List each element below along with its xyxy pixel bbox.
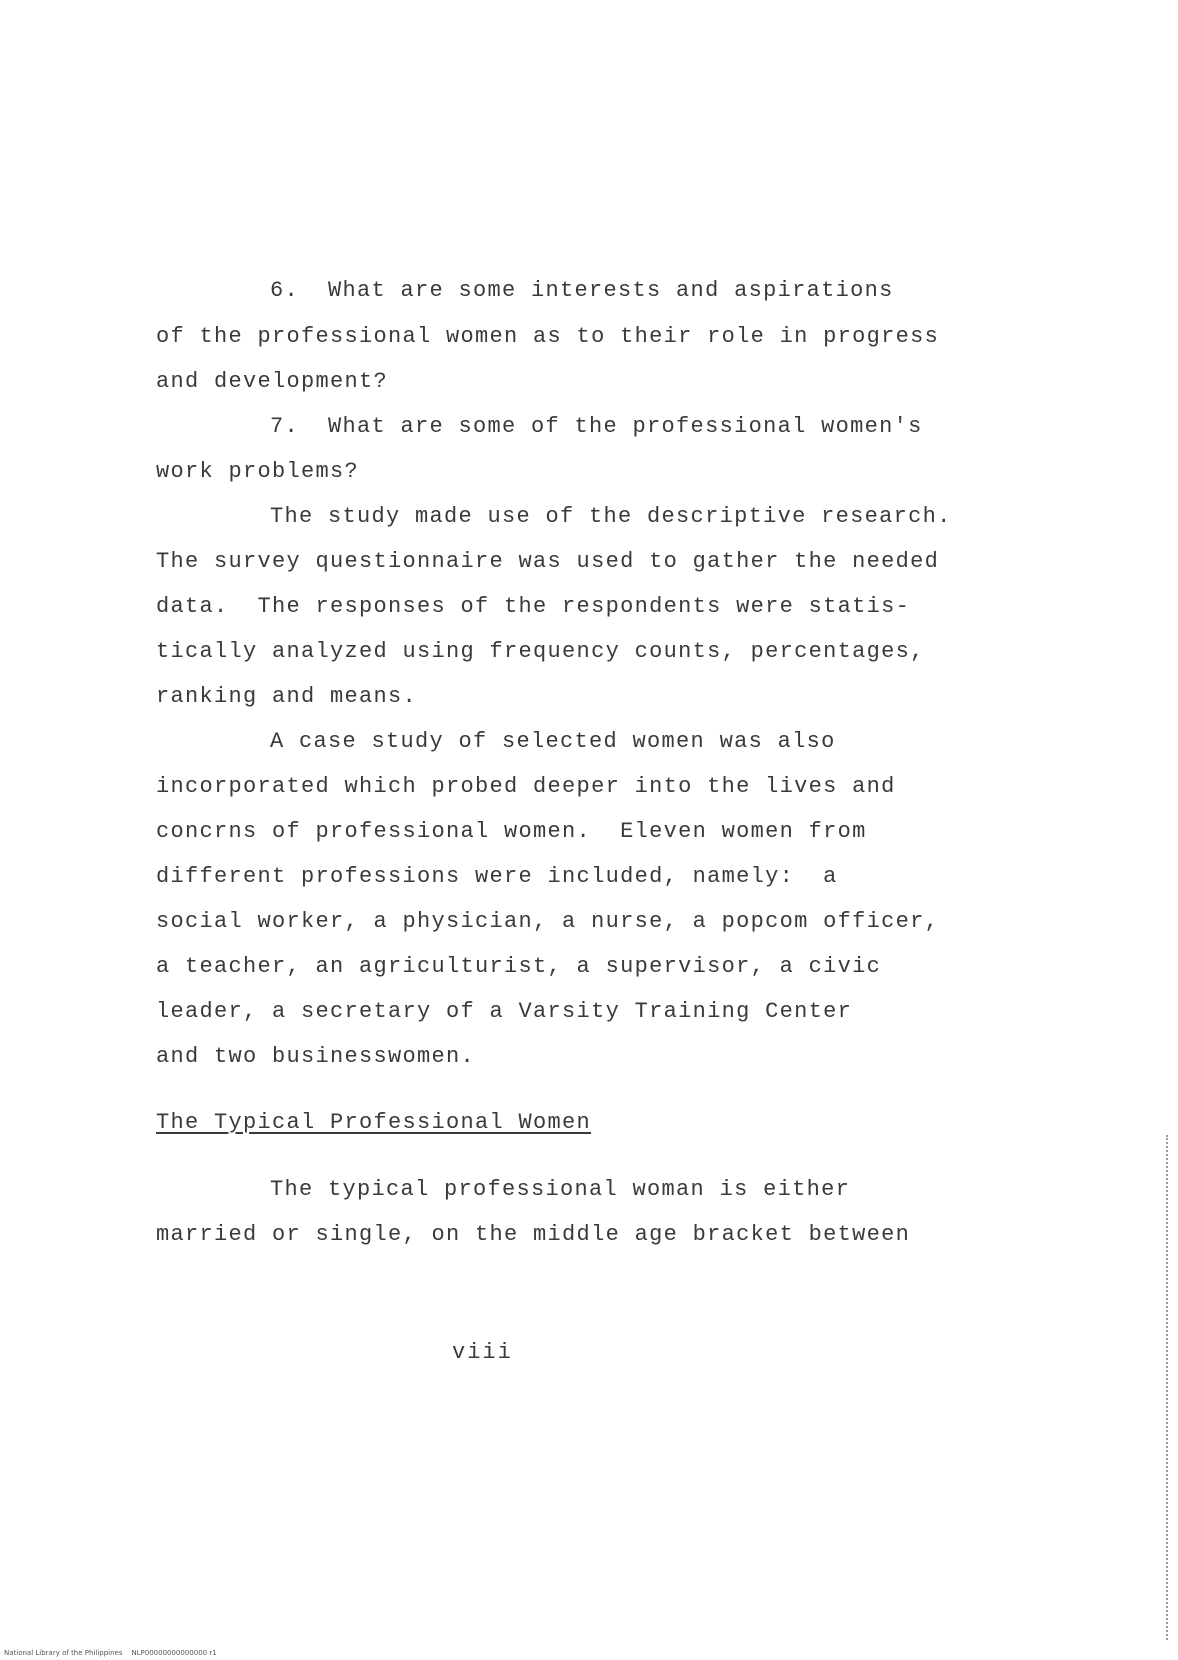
case-study-line-8: and two businesswomen.: [156, 1044, 476, 1069]
case-study-line-5: social worker, a physician, a nurse, a popcom officer,: [156, 909, 940, 934]
case-study-line-6: a teacher, an agriculturist, a supervisor, a civic: [156, 954, 882, 979]
method-line-1: The study made use of the descriptive research.: [270, 504, 952, 529]
scan-edge-mark: [1166, 1135, 1170, 1640]
case-study-line-4: different professions were included, namely: a: [156, 864, 838, 889]
case-study-line-7: leader, a secretary of a Varsity Training Center: [156, 999, 853, 1024]
section-heading: The Typical Professional Women: [156, 1110, 592, 1135]
question-7-line-1: 7. What are some of the professional women's: [270, 414, 923, 439]
question-6-line-3: and development?: [156, 369, 389, 394]
question-6-line-2: of the professional women as to their role in progress: [156, 324, 940, 349]
typical-line-2: married or single, on the middle age bracket between: [156, 1222, 911, 1247]
page-number: viii: [452, 1340, 513, 1365]
question-7-line-2: work problems?: [156, 459, 360, 484]
case-study-line-3: concrns of professional women. Eleven women from: [156, 819, 867, 844]
case-study-line-1: A case study of selected women was also: [270, 729, 836, 754]
method-line-3: data. The responses of the respondents were statis-: [156, 594, 911, 619]
case-study-line-2: incorporated which probed deeper into the lives and: [156, 774, 896, 799]
question-6-line-1: 6. What are some interests and aspirations: [270, 278, 894, 303]
method-line-4: tically analyzed using frequency counts, percentages,: [156, 639, 925, 664]
method-line-2: The survey questionnaire was used to gather the needed: [156, 549, 940, 574]
typical-line-1: The typical professional woman is either: [270, 1177, 851, 1202]
method-line-5: ranking and means.: [156, 684, 418, 709]
scan-footer: National Library of the Philippines NLP00000000000000 r1: [4, 1649, 217, 1657]
